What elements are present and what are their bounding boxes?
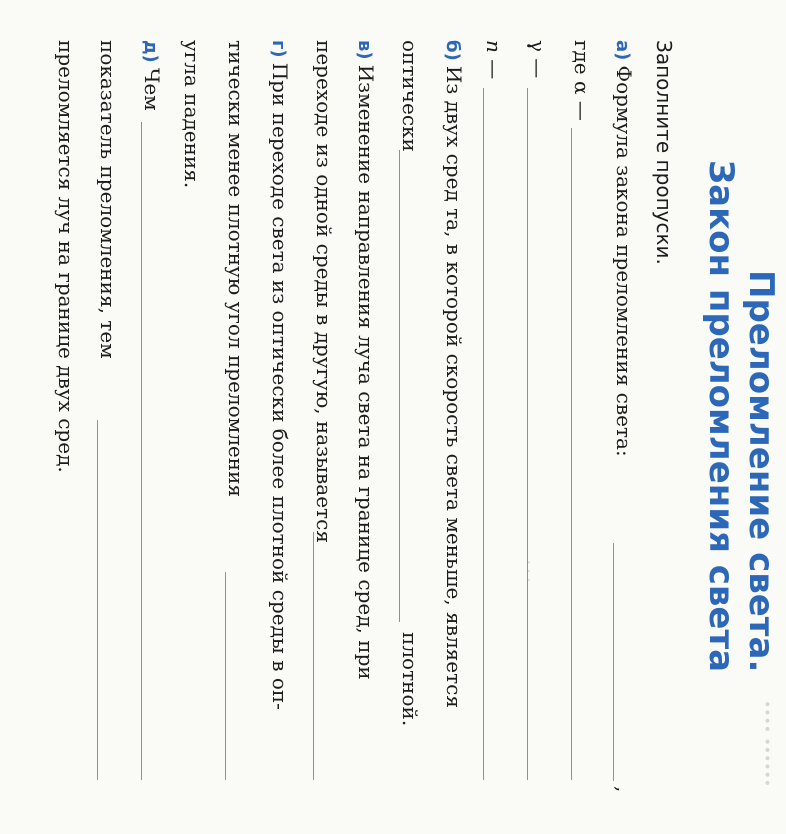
bleed-through-text: •••• •••••• <box>758 700 774 788</box>
item-a-line1 <box>612 40 636 457</box>
instruction: Заполните пропуски. <box>652 40 676 265</box>
item-d-text3: преломляется луч на границе двух сред. <box>54 40 78 473</box>
item-v-label: в) <box>354 40 375 60</box>
item-a-comma: , <box>612 786 636 793</box>
item-v-answer-blank[interactable] <box>313 532 314 780</box>
item-a-alpha-label: где α — <box>570 40 594 121</box>
item-d-answer-blank-1[interactable] <box>141 122 142 780</box>
item-g-text: При переходе света из оптически более плотной среды в оп- <box>268 62 292 710</box>
item-b-text: Из двух сред та, в которой скорость света меньше, является <box>442 65 466 708</box>
bleed-through-text: · · · <box>520 560 536 583</box>
item-v-line1 <box>354 40 378 680</box>
item-d-answer-blank-2[interactable] <box>97 420 98 780</box>
formula-answer-blank[interactable] <box>613 543 614 781</box>
item-a-gamma-label: γ — <box>526 40 550 79</box>
item-g-answer-blank[interactable] <box>225 572 226 780</box>
item-v-text: Изменение направления луча света на границе сред, при <box>354 64 378 680</box>
item-b-line1 <box>442 40 466 708</box>
item-a-label: а) <box>612 40 633 61</box>
page-title: Преломление света. <box>741 270 781 673</box>
item-b-answer-blank[interactable] <box>399 150 400 622</box>
item-g-text3: угла падения. <box>180 40 204 189</box>
item-d-line1 <box>140 40 164 111</box>
item-b-label: б) <box>442 40 463 61</box>
item-a-text: Формула закона преломления света: <box>612 65 636 457</box>
n-answer-blank[interactable] <box>483 88 484 780</box>
item-g-label: г) <box>268 40 289 58</box>
item-a-n-label: n — <box>482 40 506 80</box>
item-b-text-end: плотной. <box>398 632 422 727</box>
item-v-text2: переходе из одной среды в другую, называется <box>312 40 336 543</box>
item-d-text: Чем <box>140 67 164 111</box>
item-d-text2: показатель преломления, тем <box>96 40 120 359</box>
item-d-label: д) <box>140 40 161 63</box>
item-g-text2: тически менее плотную угол преломления <box>224 40 248 498</box>
gamma-answer-blank[interactable] <box>527 88 528 780</box>
page-subtitle: Закон преломления света <box>701 160 741 673</box>
item-g-line1 <box>268 40 292 710</box>
item-b-text-start: оптически <box>398 40 422 152</box>
alpha-answer-blank[interactable] <box>571 128 572 780</box>
